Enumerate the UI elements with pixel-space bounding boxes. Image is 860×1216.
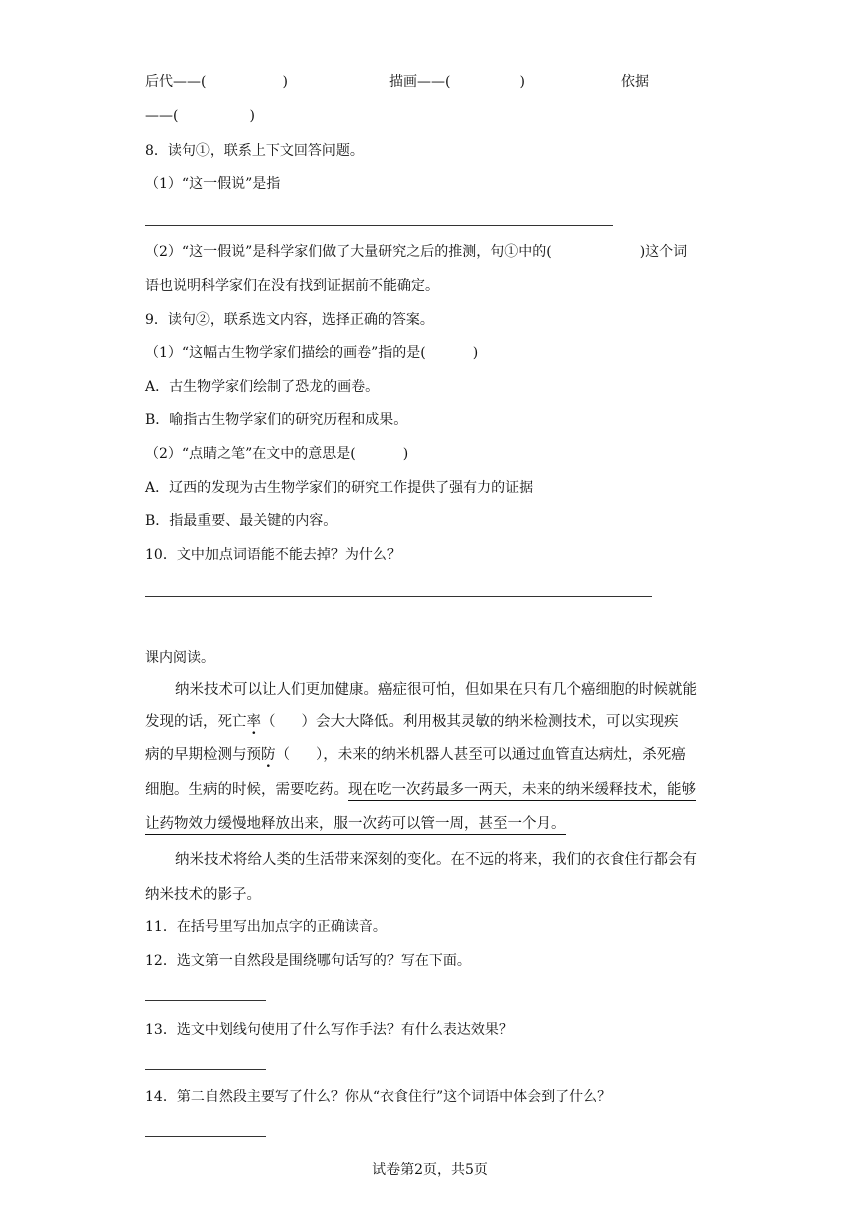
question-8-part-1: （1）“这一假说”是指 — [145, 176, 281, 192]
option-b-2[interactable]: B．指最重要、最关键的内容。 — [145, 513, 338, 529]
answer-line[interactable] — [145, 225, 613, 226]
question-9-part-1: （1）“这幅古生物学家们描绘的画卷”指的是( ) — [145, 345, 479, 361]
option-b-1[interactable]: B．喻指古生物学家们的研究历程和成果。 — [145, 412, 408, 428]
passage-line-4: 细胞。生病的时候，需要吃药。现在吃一次药最多一两天，未来的纳米缓释技术，能够 — [145, 780, 696, 800]
answer-line[interactable] — [145, 1136, 266, 1137]
passage-line-3: 病的早期检测与预防（ ），未来的纳米机器人甚至可以通过血管直达病灶，杀死癌 — [145, 747, 686, 763]
option-a-1[interactable]: A．古生物学家们绘制了恐龙的画卷。 — [145, 379, 380, 395]
dotted-char: 防 — [261, 747, 276, 763]
answer-line[interactable] — [145, 596, 652, 597]
vocab-yiju: 依据 — [621, 74, 649, 90]
vocab-yiju-answer: ——( ) — [145, 108, 255, 124]
passage-line-1: 纳米技术可以让人们更加健康。癌症很可怕，但如果在只有几个癌细胞的时候就能 — [175, 682, 697, 698]
dotted-char: 率 — [246, 714, 261, 730]
passage-line-2: 发现的话，死亡率（ ）会大大降低。利用极其灵敏的纳米检测技术，可以实现疾 — [145, 714, 679, 730]
vocab-houdai: 后代——( — [145, 74, 207, 90]
underlined-sentence: 让药物效力缓慢地释放出来，服一次药可以管一周，甚至一个月。 — [145, 816, 566, 835]
vocab-miaohua: 描画——( ) — [389, 74, 525, 90]
question-10-title: 10．文中加点词语能不能去掉？为什么？ — [145, 547, 401, 563]
question-11-title: 11．在括号里写出加点字的正确读音。 — [145, 919, 387, 935]
question-14-title: 14．第二自然段主要写了什么？你从“衣食住行”这个词语中体会到了什么？ — [145, 1089, 612, 1105]
question-9-title: 9．读句②，联系选文内容，选择正确的答案。 — [145, 312, 434, 328]
question-13-title: 13．选文中划线句使用了什么写作手法？有什么表达效果？ — [145, 1022, 513, 1038]
option-a-2[interactable]: A．辽西的发现为古生物学家们的研究工作提供了强有力的证据 — [145, 480, 534, 496]
section-title: 课内阅读。 — [145, 650, 215, 666]
question-8-part-2: （2）“这一假说”是科学家们做了大量研究之后的推测，句①中的( )这个词 — [145, 244, 688, 260]
question-8-part-2-cont: 语也说明科学家们在没有找到证据前不能确定。 — [145, 278, 439, 294]
page-footer: 试卷第2页，共5页 — [372, 1162, 488, 1178]
question-12-title: 12．选文第一自然段是围绕哪句话写的？写在下面。 — [145, 953, 471, 969]
answer-line[interactable] — [145, 1000, 266, 1001]
vocab-row: 后代——( ) — [145, 74, 288, 90]
answer-line[interactable] — [145, 1069, 266, 1070]
question-9-part-2: （2）“点睛之笔”在文中的意思是( ) — [145, 446, 409, 462]
question-8-title: 8．读句①，联系上下文回答问题。 — [145, 143, 364, 159]
passage-line-7: 纳米技术的影子。 — [145, 887, 261, 903]
passage-line-6: 纳米技术将给人类的生活带来深刻的变化。在不远的将来，我们的衣食住行都会有 — [175, 852, 697, 868]
underlined-sentence: 现在吃一次药最多一两天，未来的纳米缓释技术，能够 — [348, 782, 696, 801]
passage-line-5 — [145, 814, 566, 834]
